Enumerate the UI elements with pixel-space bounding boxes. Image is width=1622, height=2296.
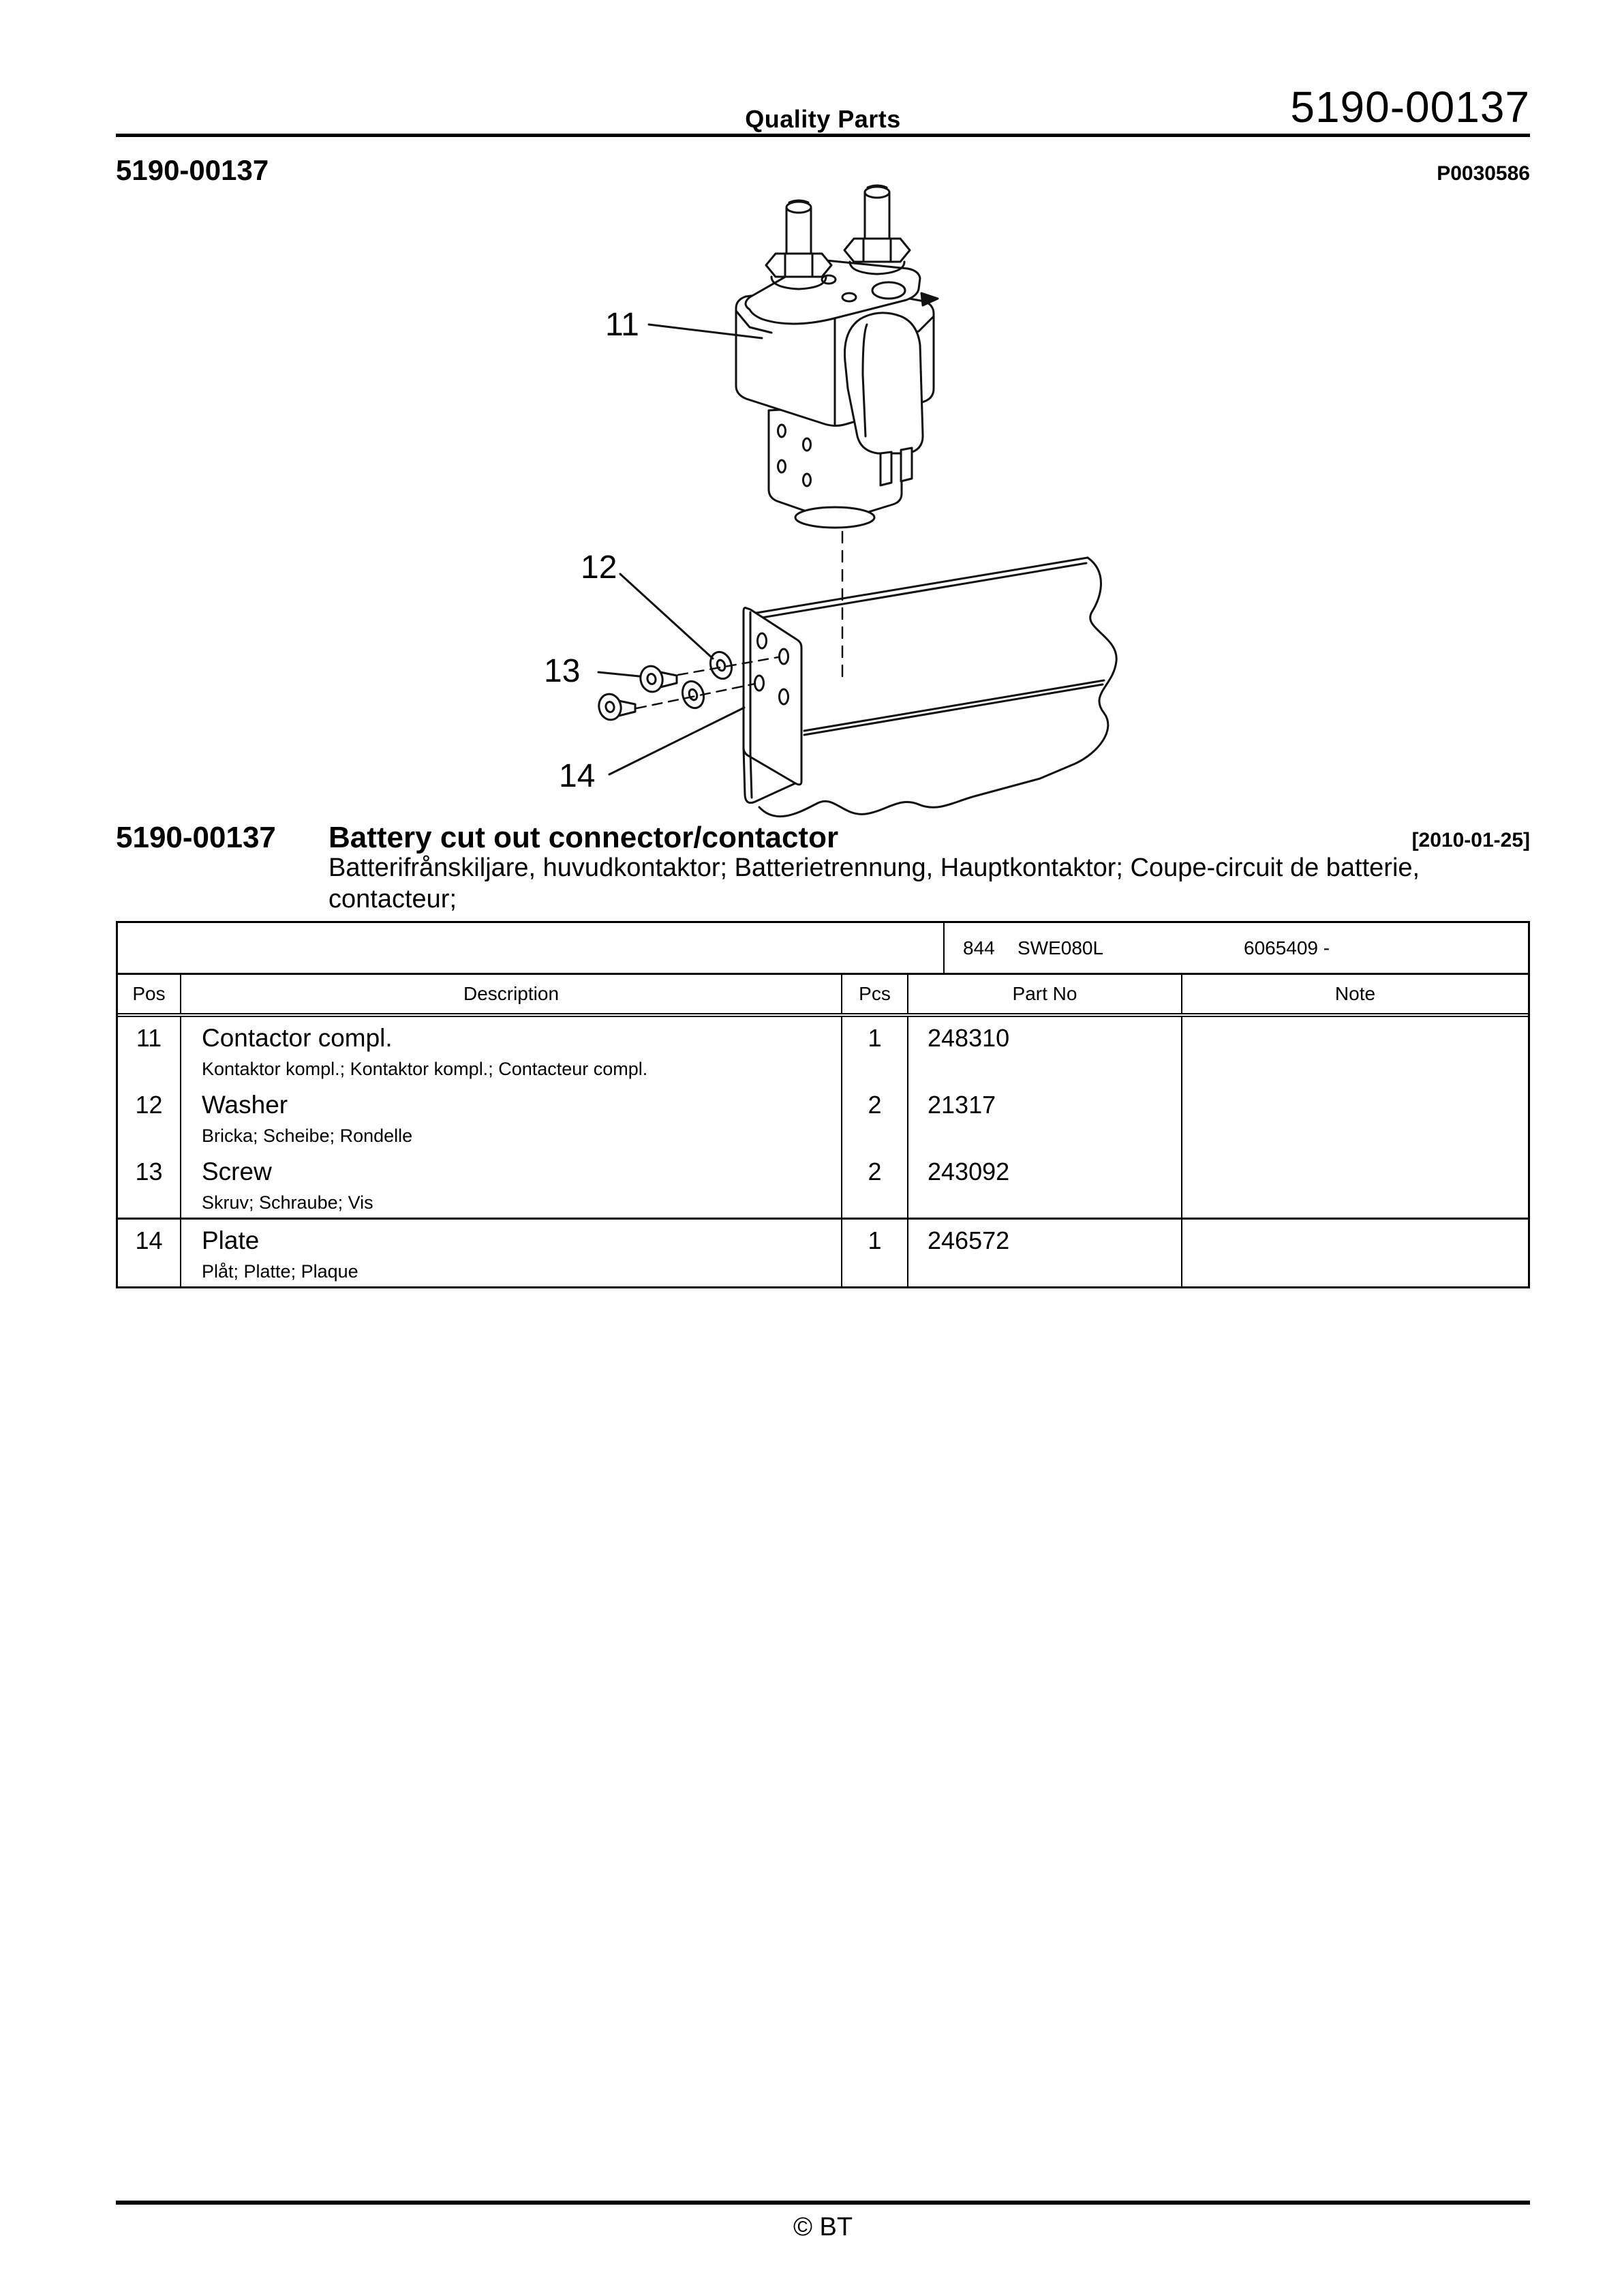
row-part-no: 21317 [908,1084,1182,1151]
description-translations: Kontaktor kompl.; Kontaktor kompl.; Contacteur compl. [202,1059,648,1079]
row-description [181,1017,842,1084]
document-number-left: 5190-00137 [116,154,269,186]
row-note [1182,1017,1528,1084]
description-main: Plate [202,1226,260,1254]
callout-14: 14 [559,758,596,794]
table-row-14 [118,1220,1528,1286]
model-band [118,923,1528,975]
row-description [181,1084,842,1151]
row-part-no: 246572 [908,1220,1182,1286]
row-pos: 11 [118,1017,181,1084]
description-main: Contactor compl. [202,1024,393,1052]
row-note [1182,1151,1528,1218]
table-row-13 [118,1151,1528,1220]
serial-range: 6065409 - [1244,937,1330,958]
footer-rule [116,2201,1530,2205]
parts-table [116,921,1530,1288]
washer-drawing [679,649,735,710]
callout-11: 11 [605,307,639,343]
leader-line-14 [609,708,744,774]
model-band-divider [943,923,945,973]
terminal-stud-left [766,200,831,289]
row-pos: 14 [118,1220,181,1286]
row-pos: 12 [118,1084,181,1151]
model-code: 844 [963,937,995,958]
row-note [1182,1220,1528,1286]
document-number-header: 5190-00137 [1290,82,1530,132]
row-part-no: 243092 [908,1151,1182,1218]
leader-line-13 [598,672,639,676]
description-translations: Plåt; Platte; Plaque [202,1261,358,1282]
col-header-note: Note [1334,983,1376,1004]
leader-line-12 [620,574,713,659]
section-number: 5190-00137 [116,821,276,854]
row-part-no: 248310 [908,1017,1182,1084]
row-description [181,1220,842,1286]
section-subtitle-line2: contacteur; [328,885,457,913]
row-pcs: 2 [842,1151,908,1218]
row-pcs: 2 [842,1084,908,1151]
page-header-title: Quality Parts [745,105,901,133]
section-title: Battery cut out connector/contactor [328,821,839,854]
description-translations: Bricka; Scheibe; Rondelle [202,1126,413,1146]
callout-13: 13 [544,653,581,689]
row-description [181,1151,842,1218]
row-pcs: 1 [842,1220,908,1286]
contactor-drawing [736,185,938,528]
section-subtitle-line1: Batterifrånskiljare, huvudkontaktor; Batterietrennung, Hauptkontaktor; Coupe-circuit de batterie, [328,854,1420,882]
description-main: Screw [202,1158,272,1185]
section-date: [2010-01-25] [1411,829,1530,851]
col-header-pcs: Pcs [842,975,908,1013]
model-name: SWE080L [1017,937,1104,958]
footer-copyright: © BT [793,2213,853,2241]
callout-12: 12 [581,549,617,586]
col-header-partno: Part No [908,975,1182,1013]
chassis-sheet-drawing [752,558,1116,817]
row-pcs: 1 [842,1017,908,1084]
description-main: Washer [202,1091,288,1119]
table-row-11 [118,1017,1528,1084]
terminal-stud-right [844,185,910,274]
plate-drawing [744,608,801,803]
table-header-row [118,975,1528,1017]
row-note [1182,1084,1528,1151]
exploded-view-figure [463,164,1172,818]
print-code: P0030586 [1437,162,1530,185]
row-pos: 13 [118,1151,181,1218]
description-translations: Skruv; Schraube; Vis [202,1192,373,1213]
table-row-12 [118,1084,1528,1151]
col-header-description: Description [181,975,842,1013]
col-header-pos: Pos [118,975,181,1013]
header-rule [116,134,1530,137]
